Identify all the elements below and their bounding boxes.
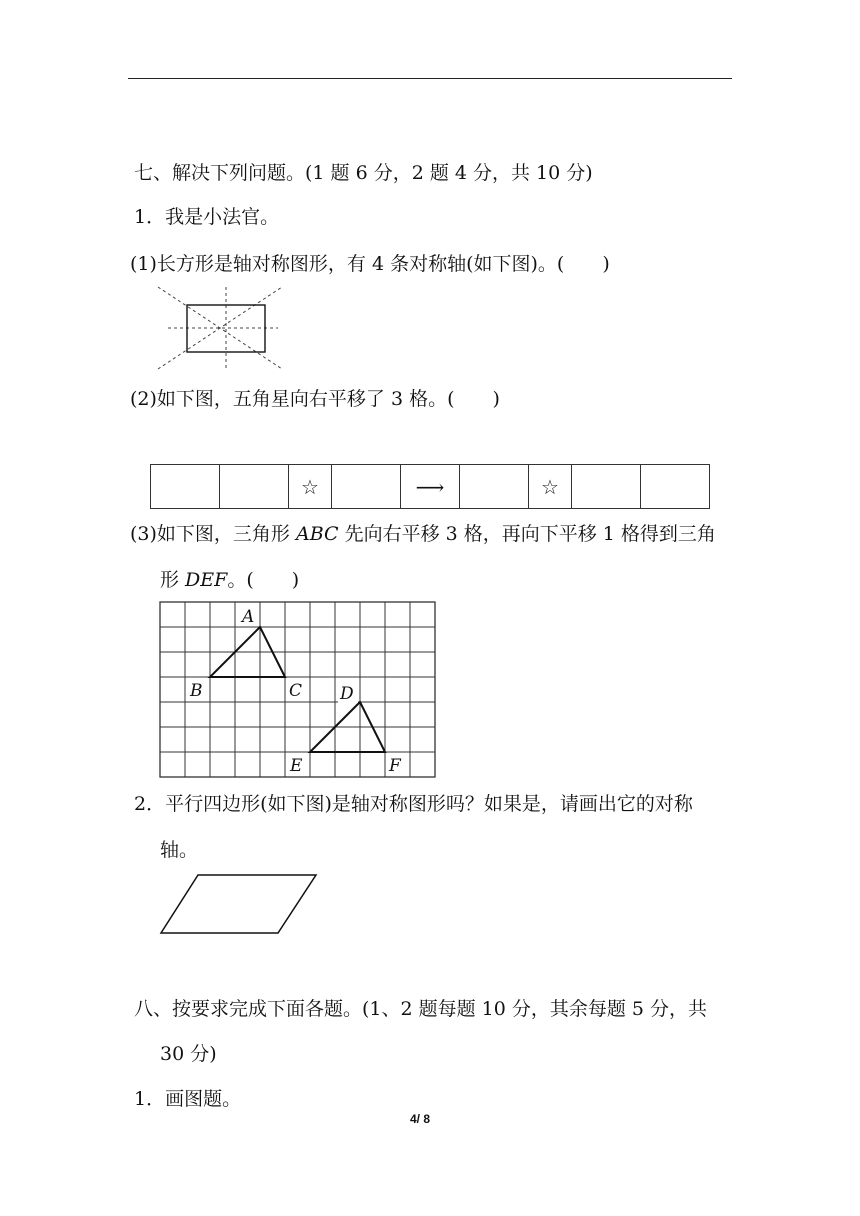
s8-q1-text: 1．画图题。 <box>134 1088 242 1110</box>
header-rule <box>128 78 732 79</box>
q1-2-text: (2)如下图，五角星向右平移了 3 格。( ) <box>130 388 500 410</box>
q1-1-text: (1)长方形是轴对称图形，有 4 条对称轴(如下图)。( ) <box>130 253 610 275</box>
triangle-def-label: DEF <box>185 569 228 591</box>
star-translation-strip <box>150 464 710 509</box>
star-icon: ☆ <box>529 465 572 508</box>
strip-cell <box>460 465 529 508</box>
arrow-right-icon: ⟶ <box>401 465 460 508</box>
section8-heading-line1: 八、按要求完成下面各题。(1、2 题每题 10 分，其余每题 5 分，共 <box>134 998 708 1020</box>
q1-title: 1．我是小法官。 <box>134 206 280 228</box>
strip-cell <box>572 465 641 508</box>
label-C: C <box>289 681 303 701</box>
star-icon: ☆ <box>289 465 332 508</box>
strip-cell <box>641 465 711 508</box>
q1-3-pre: (3)如下图，三角形 <box>130 523 296 545</box>
triangle-grid-figure <box>160 602 435 777</box>
strip-cell <box>332 465 401 508</box>
triangle-abc-label: ABC <box>295 523 339 545</box>
rectangle-axes-figure <box>158 287 282 369</box>
label-D: D <box>340 684 354 704</box>
q2-text-line2: 轴。 <box>160 839 199 861</box>
parallelogram-figure <box>160 874 318 936</box>
q1-3-text-line2 <box>160 568 299 592</box>
section8-heading-line2: 30 分) <box>160 1043 217 1065</box>
label-F: F <box>389 756 401 776</box>
q1-3-line2-post: 。( ) <box>227 569 300 591</box>
strip-cell <box>151 465 220 508</box>
strip-cell <box>220 465 289 508</box>
label-E: E <box>290 756 303 776</box>
q2-text-line1: 2．平行四边形(如下图)是轴对称图形吗？如果是，请画出它的对称 <box>134 793 693 815</box>
label-B: B <box>190 681 203 701</box>
q1-3-line2-pre: 形 <box>160 569 186 591</box>
section7-heading: 七、解决下列问题。(1 题 6 分，2 题 4 分，共 10 分) <box>134 162 593 184</box>
label-A: A <box>242 607 255 627</box>
q1-3-post: 先向右平移 3 格，再向下平移 1 格得到三角 <box>338 523 716 545</box>
q1-3-text-line1 <box>130 522 716 546</box>
page-number: 4/ 8 <box>410 1112 431 1126</box>
